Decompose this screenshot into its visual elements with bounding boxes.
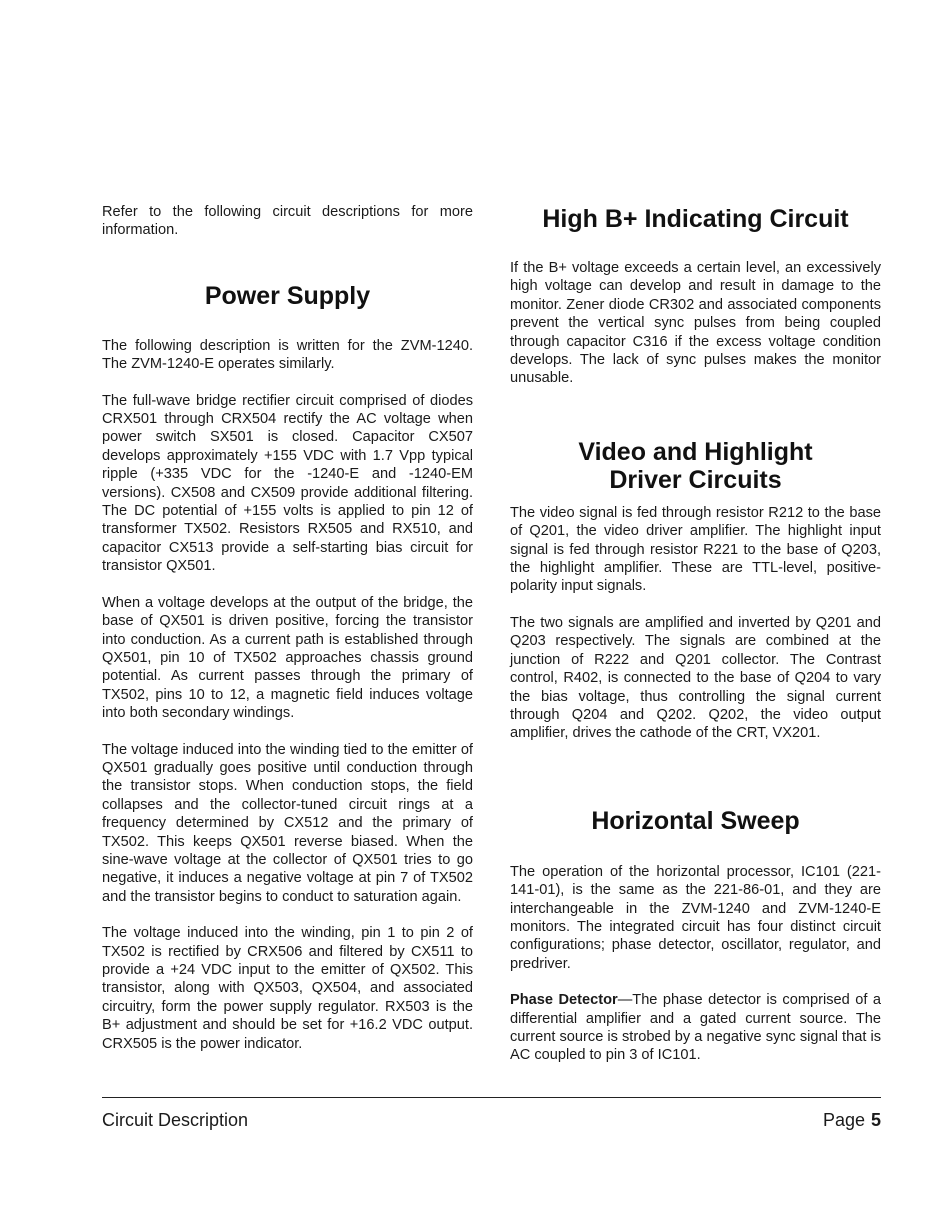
power-supply-paragraph: The full-wave bridge rectifier circuit comprised of diodes CRX501 through CRX504 rectify the AC voltage when power switch SX501 is closed. Capacitor CX507 develops approximately +155 VDC with 1.7 Vpp typical ripple (+335 VDC for the -1240-E and -1240-EM versions). CX508 and CX509 provide additional filtering. The DC potential of +155 volts is applied to pin 12 of transformer TX502. Resistors RX505 and RX510, and capacitor CX513 provide a self-starting bias circuit for transistor QX501. (102, 392, 473, 575)
power-supply-heading: Power Supply (204, 281, 371, 310)
phase-detector-text: —The phase detector is comprised of a differential amplifier and a gated current source. The current source is strobed by a negative sync signal that is AC coupled to pin 3 of IC101. (510, 992, 881, 1064)
power-supply-paragraph: The voltage induced into the winding tied to the emitter of QX501 gradually goes positive until conduction through the transistor stops. When conduction stops, the field collapses and the collector-tuned circuit rings at a frequency determined by CX512 and the primary of TX502. This keeps QX501 reverse biased. When the sine-wave voltage at the collector of QX501 tries to go negative, it induces a negative voltage at pin 7 of TX502 and the transistor begins to conduct to saturation again. (102, 741, 473, 905)
footer-section-title: Circuit Description (102, 1110, 249, 1130)
footer-page-indicator (823, 1109, 881, 1131)
power-supply-paragraph: The following description is written for the ZVM-1240. The ZVM-1240-E operates similarly. (102, 337, 473, 373)
power-supply-paragraph: When a voltage develops at the output of the bridge, the base of QX501 is driven positive, forcing the transistor into conduction. As a current path is established through QX501, pin 10 of TX502 approaches chassis ground potential. As current passes through the primary of TX502, pins 10 to 12, a magnetic field induces voltage into both secondary windings. (102, 594, 473, 722)
footer-rule (102, 1097, 881, 1098)
page-number: 5 (870, 1110, 881, 1130)
horizontal-sweep-heading: Horizontal Sweep (591, 806, 800, 835)
high-b-paragraph: If the B+ voltage exceeds a certain level, an excessively high voltage can develop and result in damage to the monitor. Zener diode CR302 and associated components prevent the vertical sync pulses from being coupled through capacitor C316 if the excess voltage condition develops. The lack of sync pulses makes the monitor unusable. (510, 260, 881, 387)
phase-detector-paragraph (510, 991, 881, 1065)
right-column (510, 203, 881, 1065)
power-supply-paragraph: The voltage induced into the winding, pin 1 to pin 2 of TX502 is rectified by CRX506 and filtered by CX511 to provide a +24 VDC input to the emitter of QX502. This transistor, along with QX503, QX504, and associated circuitry, form the power supply regulator. RX503 is the B+ adjustment and should be set for +16.2 VDC output. CRX505 is the power indicator. (102, 925, 473, 1052)
left-column (102, 203, 473, 1053)
video-paragraph: The video signal is fed through resistor R212 to the base of Q201, the video driver amplifier. The highlight input signal is fed through resistor R221 to the base of Q203, the highlight amplifier. These are TTL-level, positive-polarity input signals. (510, 504, 881, 595)
video-heading-line2: Driver Circuits (609, 465, 782, 494)
phase-detector-label: Phase Detector (510, 992, 618, 1009)
horizontal-sweep-paragraph: The operation of the horizontal processor, IC101 (221-141-01), is the same as the 221-86-01, and they are interchangeable in the ZVM-1240 and ZVM-1240-E monitors. The integrated circuit has four distinct circuit configurations; phase detector, oscillator, regulator, and predriver. (510, 863, 881, 972)
intro-paragraph: Refer to the following circuit descriptions for more information. (102, 204, 473, 239)
page-label: Page (822, 1110, 865, 1130)
video-heading-line1: Video and Highlight (578, 437, 813, 466)
high-b-heading: High B+ Indicating Circuit (542, 205, 849, 233)
video-paragraph: The two signals are amplified and inverted by Q201 and Q203 respectively. The signals are combined at the junction of R222 and Q201 collector. The Contrast control, R402, is connected to the base of Q204 to vary the bias voltage, thus controlling the signal current through Q204 and Q202. Q202, the video output amplifier, drives the cathode of the CRT, VX201. (510, 614, 881, 742)
